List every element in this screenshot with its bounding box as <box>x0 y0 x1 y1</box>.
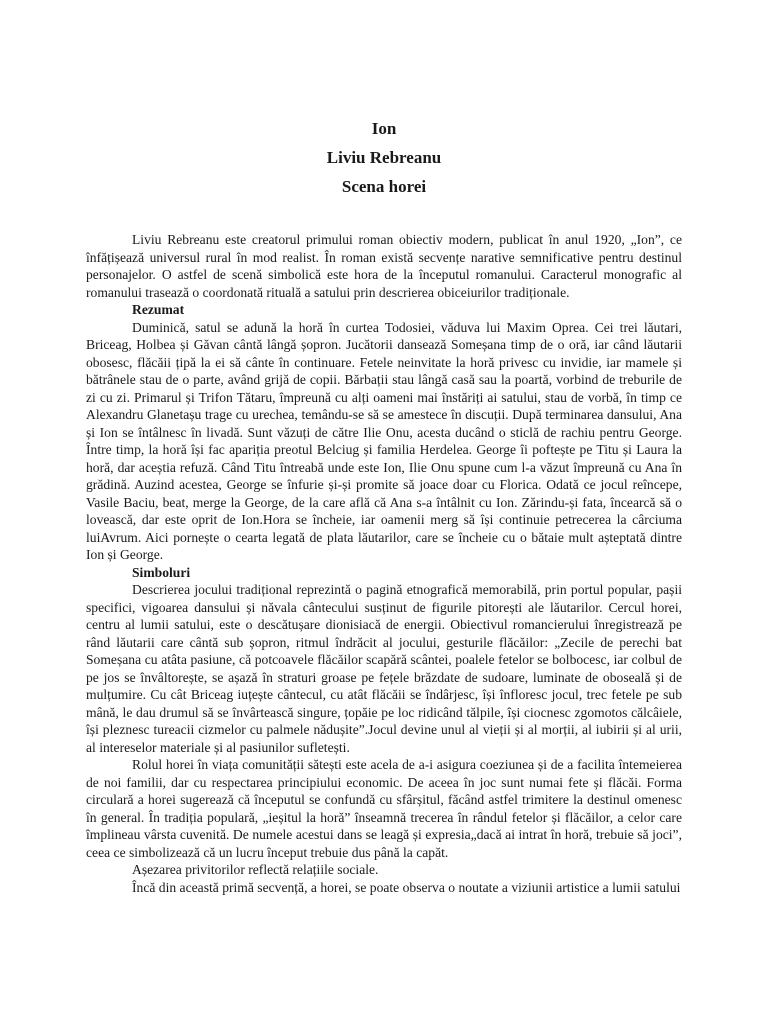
intro-paragraph: Liviu Rebreanu este creatorul primului roman obiectiv modern, publicat în anul 1920, „Ion”, ce înfățișează universul rural în mod realist. În roman există secvențe narative semnificative pentru destinul personajelor. O astfel de scenă simbolică este hora de la începutul romanului. Caracterul monografic al romanului trasează o coordonată rituală a satului prin descrierea obiceiurilor tradiționale. <box>86 232 682 300</box>
simboluri-paragraph-1: Descrierea jocului tradițional reprezintă o pagină etnografică memorabilă, prin portul popular, pașii specifici, vigoarea dansului și năvala cântecului susținut de figurile pitorești ale lăutarilor. Cercul horei, centru al lumii satului, este o descătușare dionisiacă de energii. Obiectivul romancierului înregistrează pe rând lăutarii care cântă sub șopron, ritmul îndrăcit al jocului, gesturile flăcăilor: „Zecile de perechi bat Someșana cu atâta pasiune, că potcoavele flăcăilor scapără scântei, poalele fetelor se bolbocesc, iar colbul de pe jos se învâltorește, se așază în straturi groase pe fețele brăzdate de sudoare, luminate de oboseală și de mulțumire. Cu cât Briceag iuțește cântecul, cu atât flăcăii se îndârjesc, își înfloresc jocul, trec fetele pe sub mână, le dau drumul să se învârtească singure, țopăie pe loc ridicând tălpile, își ciocnesc zgomotos călcâiele, își pleznesc tureacii cizmelor cu palmele nădușite”.Jocul devine unul al vieții și al morții, al iubirii și al urii, al intereselor materiale și al pasiunilor sufletești. <box>86 582 682 755</box>
title-block <box>86 0 682 201</box>
document-subtitle: Scena horei <box>341 177 427 196</box>
document-title: Ion <box>371 119 397 138</box>
section-heading-rezumat: Rezumat <box>132 302 185 317</box>
document-body <box>86 231 682 896</box>
section-heading-simboluri: Simboluri <box>132 564 191 580</box>
document-author: Liviu Rebreanu <box>326 148 442 167</box>
simboluri-paragraph-3: Așezarea privitorilor reflectă relațiile sociale. <box>132 862 379 877</box>
simboluri-paragraph-2: Rolul horei în viața comunității sătești este acela de a-i asigura coeziunea și de a facilita întemeierea de noi familii, dar cu respectarea principiului economic. De aceea în joc sunt numai fete și flăcăi. Forma circulară a horei sugerează că începutul se confundă cu sfârșitul, făcând astfel trimitere la destinul omenesc în general. În tradiția populară, „ieșitul la horă” înseamnă trecerea în rândul fetelor și flăcăilor, a celor care împlineau vârsta cuvenită. De numele acestui dans se leagă și expresia„dacă ai intrat în horă, trebuie să joci”, ceea ce simbolizează că un lucru început trebuie dus până la capăt. <box>86 757 682 860</box>
rezumat-paragraph: Duminică, satul se adună la horă în curtea Todosiei, văduva lui Maxim Oprea. Cei trei lăutari, Briceag, Holbea și Găvan cântă lângă șopron. Jucătorii dansează Someșana timp de o oră, iar când lăutarii obosesc, flăcăii țipă la ei să cânte în continuare. Fetele neinvitate la horă privesc cu invidie, iar mamele și bătrânele stau de o parte, având grijă de copii. Bărbații stau lângă casă sau la poartă, vorbind de treburile de zi cu zi. Primarul și Trifon Tătaru, împreună cu alți oameni mai înstăriți ai satului, stau de vorbă, în timp ce Alexandru Glanetașu trage cu urechea, temându-se să se amestece în discuții. După terminarea dansului, Ana și Ion se întâlnesc în livadă. Sunt văzuți de către Ilie Onu, acesta ducând o sticlă de rachiu pentru George. Între timp, la horă își fac apariția preotul Belciug și familia Herdelea. George îi poftește pe Titu și Laura la horă, dar aceștia refuză. Când Titu întreabă unde este Ion, Ilie Onu spune cum l-a văzut împreună cu Ana în grădină. Auzind acestea, George se înfurie și-și promite să joace doar cu Florica. Odată ce jocul reîncepe, Vasile Baciu, beat, merge la George, de la care află că Ana s-a întâlnit cu Ion. Zărindu-și fata, încearcă să o lovească, dar este oprit de Ion.Hora se încheie, iar oamenii merg să își continuie petrecerea la cârciuma luiAvrum. Aici pornește o cearta legată de plata lăutarilor, care se încheie cu o bătaie mult așteptată dintre Ion și George. <box>86 319 682 562</box>
simboluri-paragraph-4: Încă din această primă secvență, a horei, se poate observa o noutate a viziunii artistice a lumii satului <box>132 879 681 895</box>
